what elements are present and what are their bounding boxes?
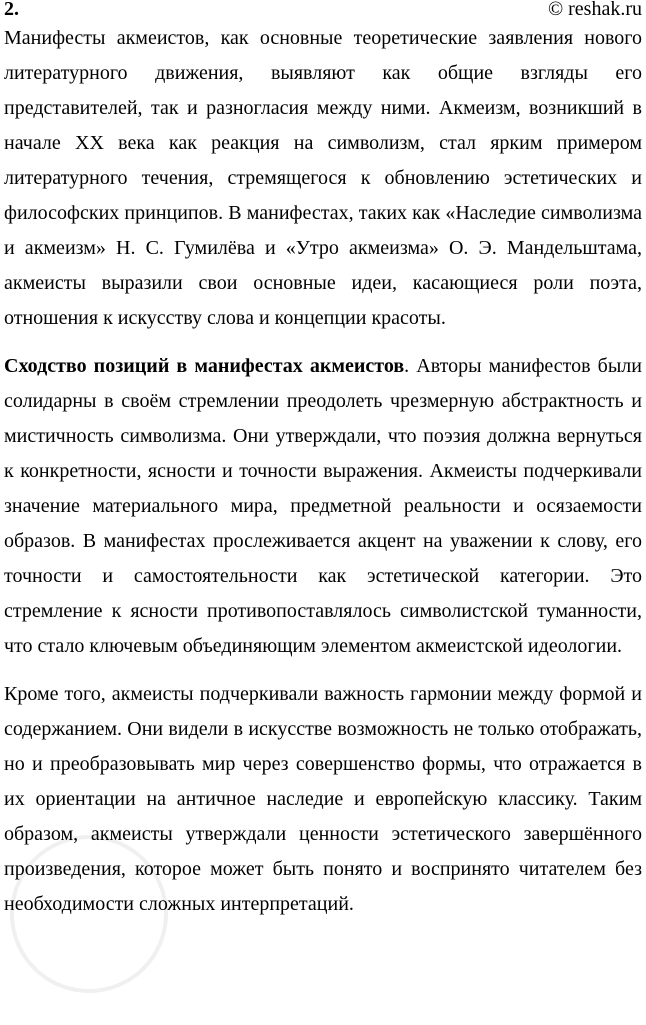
answer-text [4,21,642,935]
paragraph-1 [4,21,642,336]
paragraph-heading: Сходство позиций в манифестах акмеистов [4,355,405,377]
copyright: © reshak.ru [547,0,642,20]
paragraph-3 [4,677,642,922]
task-number: 2. [4,0,19,20]
paragraph-text: Манифесты акмеистов, как основные теоретические заявления нового литературного движения, выявляют как общие взгляды его представителей, так и разногласия между ними. Акмеизм, возникший в начале XX века как реакция на символизм, стал ярким примером литературного течения, стремящегося к обновлению эстетических и философских принципов. В манифестах, таких как «Наследие символизма и акмеизм» Н. С. Гумилёва и «Утро акмеизма» О. Э. Мандельштама, акмеисты выразили свои основные идеи, касающиеся роли поэта, отношения к искусству слова и концепции красоты. [4,27,642,329]
paragraph-text: . Авторы манифестов были солидарны в своём стремлении преодолеть чрезмерную абстрактность и мистичность символизма. Они утверждали, что поэзия должна вернуться к конкретности, ясности и точности выражения. Акмеисты подчеркивали значение материального мира, предметной реальности и осязаемости образов. В манифестах прослеживается акцент на уважении к слову, его точности и самостоятельности как эстетической категории. Это стремление к ясности противопоставлялось символистской туманности, что стало ключевым объединяющим элементом акмеистской идеологии. [4,355,642,657]
paragraph-text: Кроме того, акмеисты подчеркивали важность гармонии между формой и содержанием. Они видели в искусстве возможность не только отображать, но и преобразовывать мир через совершенство формы, что отражается в их ориентации на античное наследие и европейскую классику. Таким образом, акмеисты утверждали ценности эстетического завершённого произведения, которое может быть понято и воспринято читателем без необходимости сложных интерпретаций. [4,683,642,915]
paragraph-2 [4,349,642,664]
